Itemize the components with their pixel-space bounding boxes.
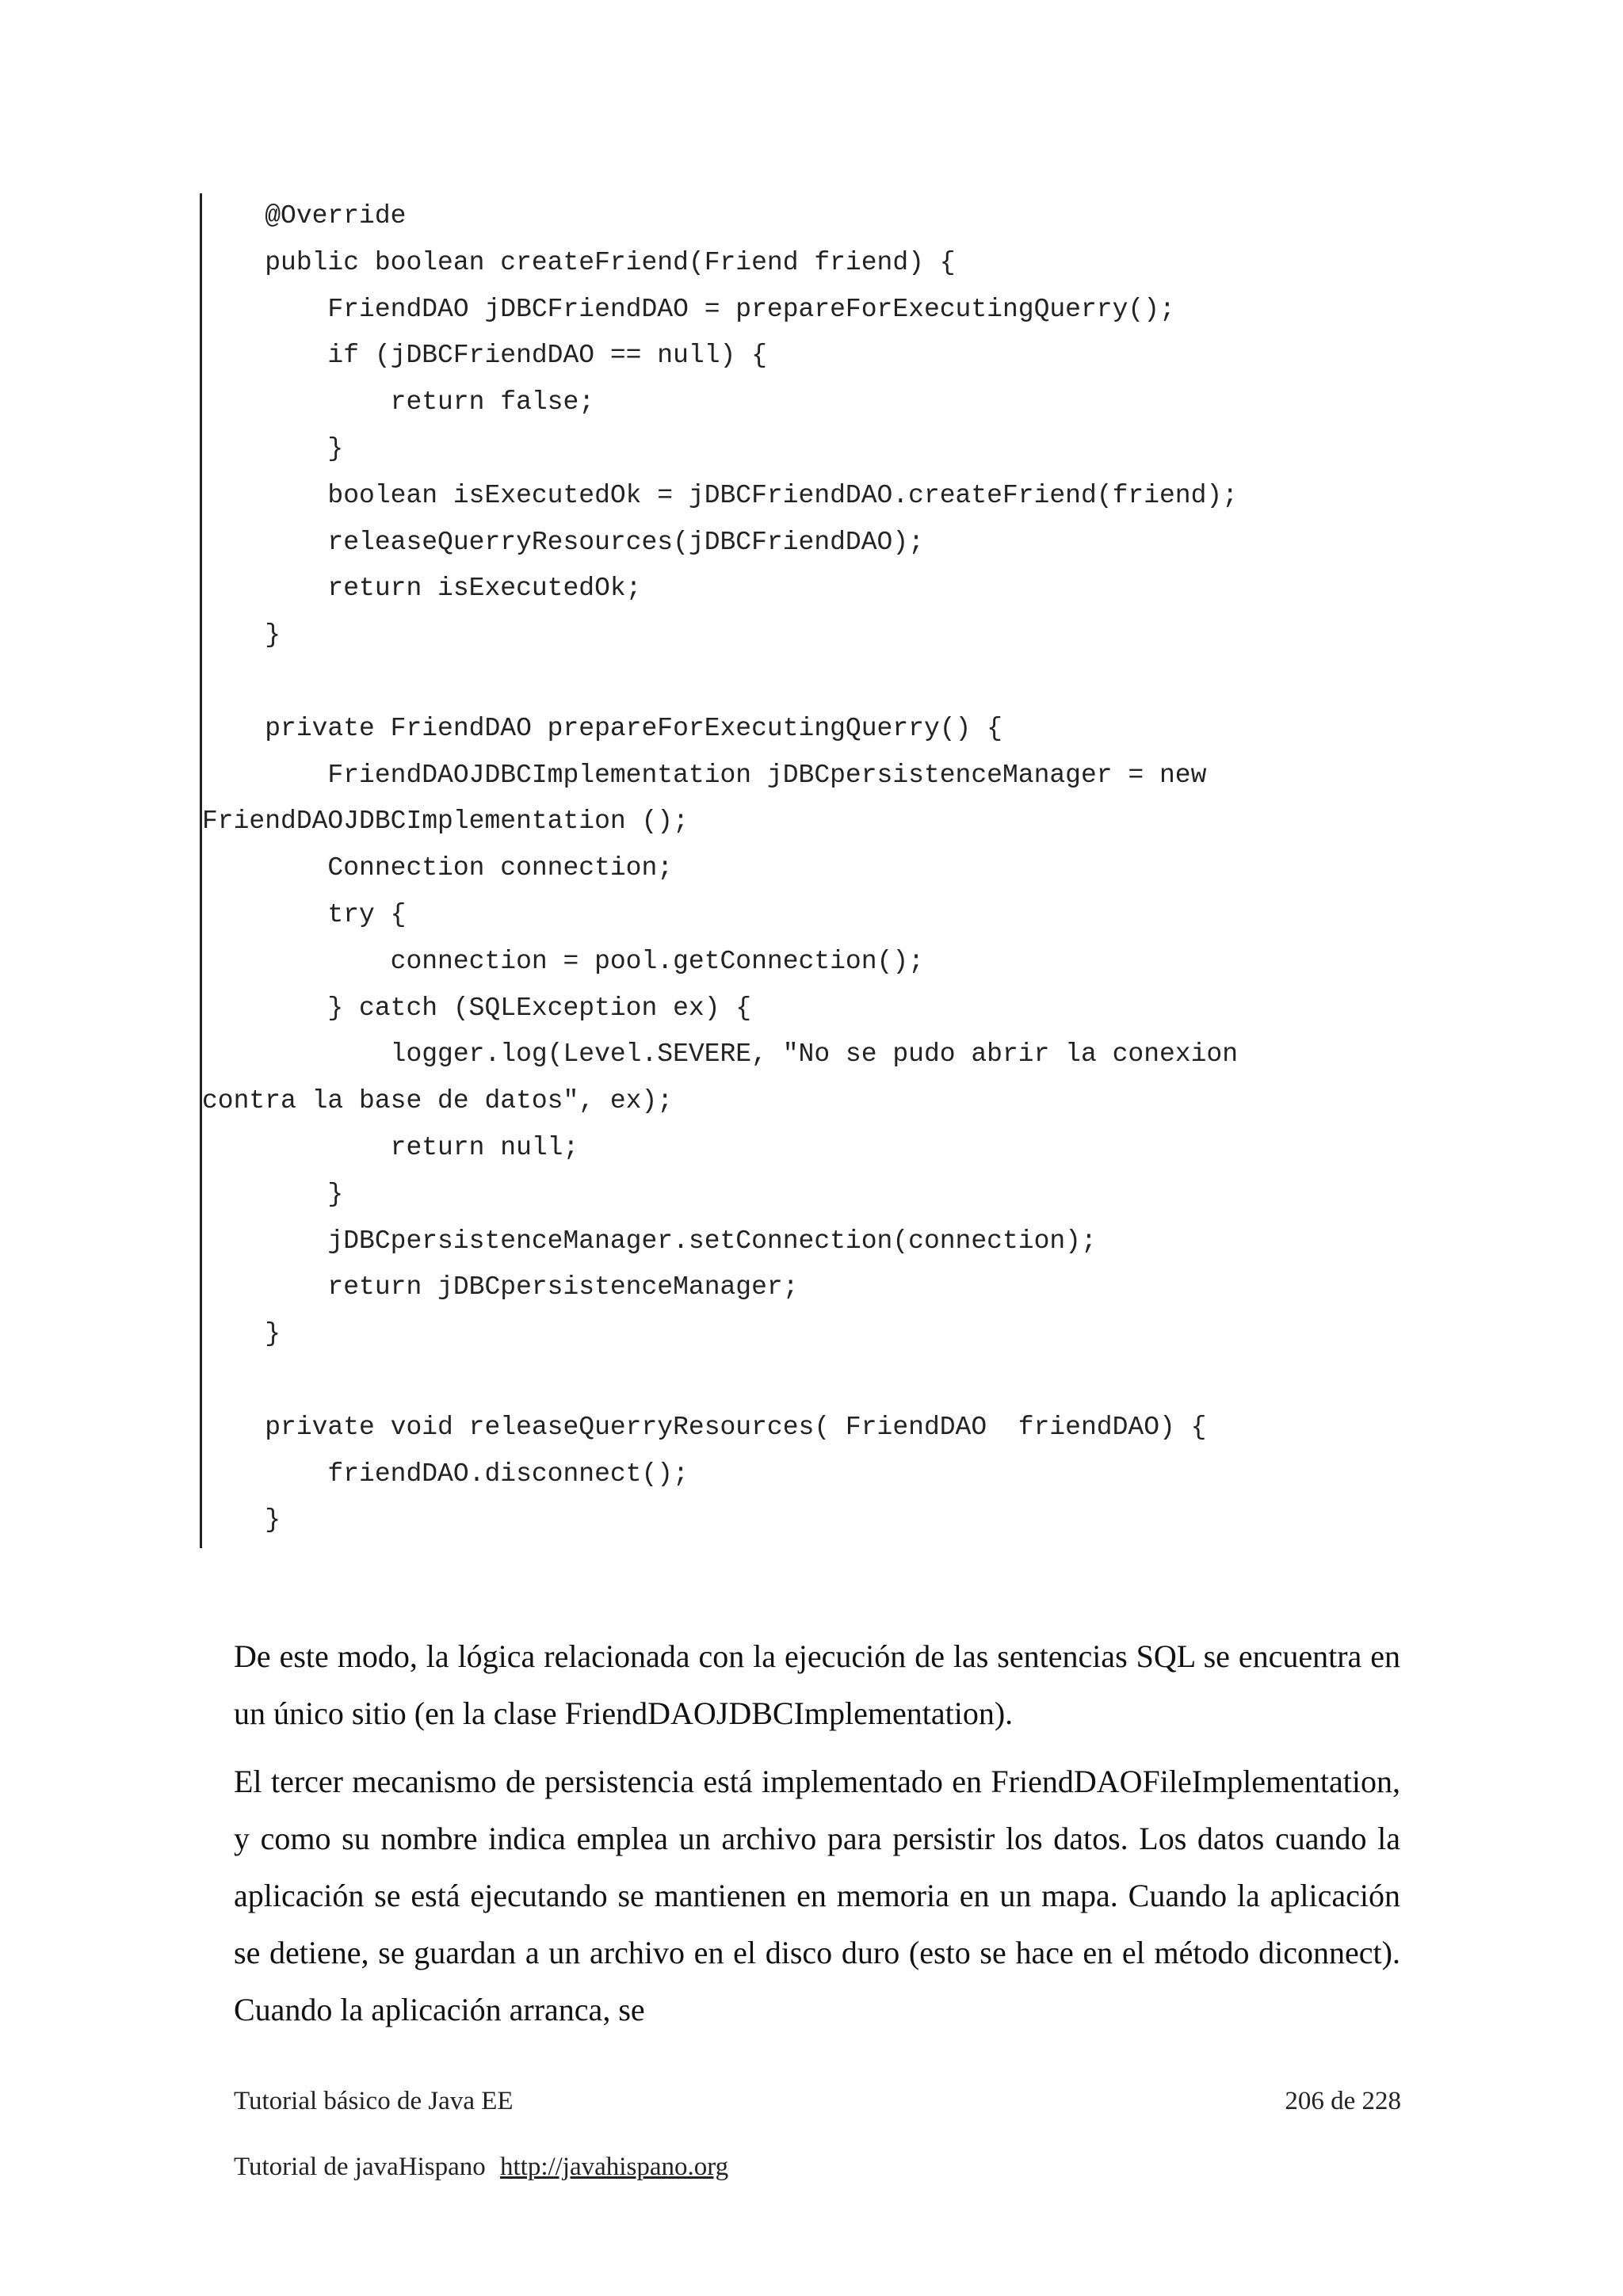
page-number: 206 de 228 [1285,2087,1401,2115]
code-line: } [202,1505,281,1535]
code-line: public boolean createFriend(Friend friend) { [202,247,956,277]
body-text [234,1628,1400,2050]
code-line: try { [202,899,407,929]
code-line: jDBCpersistenceManager.setConnection(connection); [202,1226,1097,1256]
code-line: @Override [202,201,407,231]
code-line: private FriendDAO prepareForExecutingQuerry() { [202,713,1002,743]
paragraph: El tercer mecanismo de persistencia está implementado en FriendDAOFileImplementation, y como su nombre indica emplea un archivo para persistir los datos. Los datos cuando la aplicación se está ejecutando se mantienen en memoria en un mapa. Cuando la aplicación se detiene, se guardan a un archivo en el disco duro (esto se hace en el método diconnect). Cuando la aplicación arranca, se [234,1764,1400,2027]
code-line: return isExecutedOk; [202,574,642,604]
code-line: FriendDAOJDBCImplementation (); [202,807,689,837]
footer-link[interactable]: http://javahispano.org [500,2153,729,2181]
code-line: FriendDAO jDBCFriendDAO = prepareForExecutingQuerry(); [202,294,1175,324]
code-line: } [202,1179,344,1209]
code-line: FriendDAOJDBCImplementation jDBCpersistenceManager = new [202,760,1207,790]
footer-credit [234,2153,728,2182]
code-line: logger.log(Level.SEVERE, "No se pudo abrir la conexion [202,1039,1239,1070]
code-line: Connection connection; [202,853,674,883]
code-line: return false; [202,387,595,418]
code-line: friendDAO.disconnect(); [202,1459,689,1489]
code-line: connection = pool.getConnection(); [202,946,924,976]
code-line: } [202,433,344,463]
code-line: contra la base de datos", ex); [202,1086,674,1116]
footer-title: Tutorial básico de Java EE [234,2087,514,2115]
code-listing [200,193,1438,1548]
code-line: releaseQuerryResources(jDBCFriendDAO); [202,527,924,557]
code-line: } [202,1319,281,1349]
code-line: return jDBCpersistenceManager; [202,1272,799,1302]
footer-credit-text: Tutorial de javaHispano [234,2153,486,2181]
code-line: return null; [202,1132,579,1162]
code-line: if (jDBCFriendDAO == null) { [202,341,767,371]
code-lines [202,193,1238,1544]
code-line: } catch (SQLException ex) { [202,993,752,1023]
code-line: private void releaseQuerryResources( FriendDAO friendDAO) { [202,1412,1207,1442]
code-line [202,659,1238,706]
code-line: boolean isExecutedOk = jDBCFriendDAO.createFriend(friend); [202,480,1239,510]
paragraph: De este modo, la lógica relacionada con la ejecución de las sentencias SQL se encuentra en un único sitio (en la clase FriendDAOJDBCImplementation). [234,1638,1400,1731]
code-line [202,1358,1238,1405]
code-line: } [202,620,281,650]
